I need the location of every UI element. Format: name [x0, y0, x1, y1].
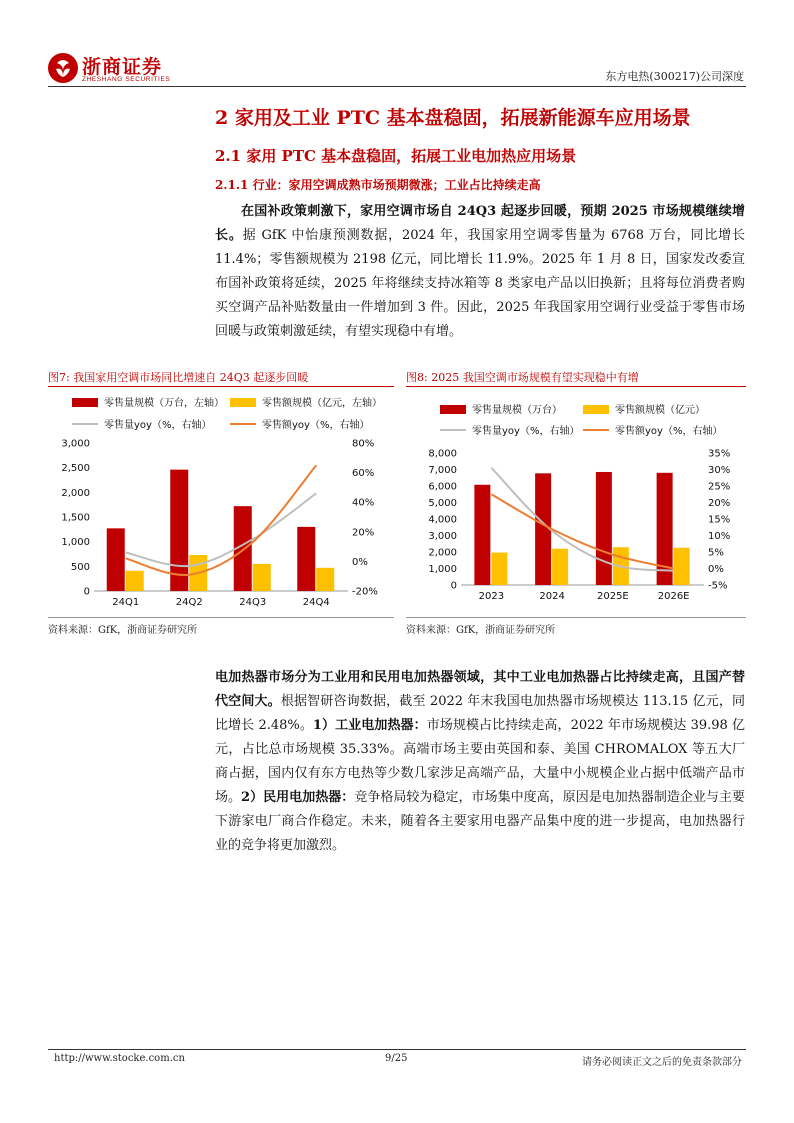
- legend-label-3: 零售额yoy（%，右轴）: [615, 426, 723, 437]
- y-left-tick-label: 0: [450, 580, 457, 592]
- legend-label-0: 零售量规模（万台，左轴）: [104, 398, 224, 409]
- y-right-tick-label: 15%: [708, 514, 731, 526]
- bar-24q4-s0: [297, 527, 315, 591]
- sub-subsection-heading: 2.1.1 行业：家用空调成熟市场预期微涨；工业占比持续走高: [215, 178, 541, 192]
- figure-7-chart: [48, 388, 394, 616]
- legend-label-1: 零售额规模（亿元，左轴）: [262, 398, 382, 409]
- figure-7-rule: [48, 386, 394, 387]
- legend-label-3: 零售额yoy（%，右轴）: [262, 420, 370, 431]
- paragraph-2-body-b: 市场规模占比持续走高，2022 年市场规模达 39.98 亿元，占比总市场规模 35.33%。高端市场主要由英国和泰、美国 CHROMALOX 等五大厂商占据，国内仅有东方电热等少数几家涉足高端产品，大量中小规模企业占据中低端产品市场。: [215, 718, 746, 805]
- y-right-tick-label: -20%: [352, 586, 378, 598]
- paragraph-1-lead: 在国补政策刺激下，家用空调市场自 24Q3 起逐步回暖，预期 2025 市场规模继续增长。: [215, 204, 745, 243]
- y-right-tick-label: -5%: [708, 580, 728, 592]
- y-left-tick-label: 1,500: [61, 512, 90, 524]
- section-heading: 2 家用及工业 PTC 基本盘稳固，拓展新能源车应用场景: [215, 107, 691, 129]
- figure-7-source: 资料来源：GfK，浙商证券研究所: [48, 625, 198, 636]
- x-tick-label-24q1: 24Q1: [112, 597, 140, 608]
- bar-2025e-s0: [596, 472, 612, 585]
- page-number: 9/25: [385, 1053, 408, 1064]
- legend-swatch-0: [72, 398, 98, 407]
- legend-label-0: 零售量规模（万台）: [472, 405, 562, 416]
- logo-icon: [48, 53, 78, 83]
- y-left-tick-label: 8,000: [428, 448, 457, 460]
- figure-7-title: 图7: 我国家用空调市场同比增速自 24Q3 起逐步回暖: [48, 371, 309, 384]
- y-left-tick-label: 2,500: [61, 463, 90, 475]
- figure-8-title: 图8: 2025 我国空调市场规模有望实现稳中有增: [406, 371, 639, 384]
- header-divider: [48, 86, 746, 87]
- y-right-tick-label: 25%: [708, 481, 731, 493]
- footer-url[interactable]: http://www.stocke.com.cn: [54, 1053, 185, 1064]
- series-line-2: [491, 468, 673, 571]
- subsection-heading: 2.1 家用 PTC 基本盘稳固，拓展工业电加热应用场景: [215, 147, 577, 165]
- logo-name: 浙商证券: [82, 56, 163, 78]
- paragraph-2-industrial-label: 1）工业电加热器：: [312, 718, 427, 733]
- bar-2024-s1: [552, 549, 568, 585]
- legend-label-2: 零售量yoy（%，右轴）: [104, 420, 212, 431]
- y-left-tick-label: 3,000: [428, 531, 457, 542]
- footer-disclaimer: 请务必阅读正文之后的免责条款部分: [582, 1057, 742, 1068]
- y-left-tick-label: 1,000: [428, 564, 457, 575]
- figure-8-bottom-rule: [406, 617, 746, 618]
- y-left-tick-label: 2,000: [428, 547, 457, 559]
- bar-24q1-s0: [107, 528, 125, 591]
- x-tick-label-24q3: 24Q3: [239, 597, 267, 608]
- bar-2023-s0: [474, 485, 490, 585]
- legend-label-2: 零售量yoy（%，右轴）: [472, 426, 580, 437]
- paragraph-1: [215, 200, 745, 344]
- y-right-tick-label: 5%: [708, 547, 724, 559]
- y-right-tick-label: 10%: [708, 531, 731, 542]
- x-tick-label-2026e: 2026E: [657, 591, 690, 602]
- y-right-tick-label: 0%: [352, 556, 368, 568]
- series-line-3: [491, 494, 673, 568]
- bar-24q3-s1: [253, 564, 271, 591]
- y-right-tick-label: 40%: [352, 497, 375, 509]
- y-left-tick-label: 1,000: [61, 537, 90, 549]
- paragraph-2: [215, 666, 745, 858]
- series-line-3: [126, 465, 317, 575]
- y-right-tick-label: 30%: [708, 465, 731, 476]
- paragraph-2-body-a: 根据智研咨询数据，截至 2022 年末我国电加热器市场规模达 113.15 亿元，同比增长 2.48%。: [215, 694, 745, 733]
- series-line-2: [126, 493, 317, 566]
- y-left-tick-label: 500: [70, 561, 90, 573]
- x-tick-label-24q4: 24Q4: [302, 597, 330, 608]
- figure-8-rule: [406, 386, 746, 387]
- logo-subtitle: ZHESHANG SECURITIES: [82, 76, 171, 83]
- legend-swatch-0: [440, 405, 466, 414]
- paragraph-2-body-c: 竞争格局较为稳定，市场集中度高，原因是电加热器制造企业与主要下游家电厂商合作稳定。未来，随着各主要家用电器产品集中度的进一步提高，电加热器行业的竞争将更加激烈。: [215, 790, 745, 853]
- y-left-tick-label: 6,000: [428, 481, 457, 493]
- footer-divider: [48, 1049, 746, 1050]
- bar-24q4-s1: [316, 568, 334, 591]
- y-left-tick-label: 5,000: [428, 498, 457, 509]
- y-right-tick-label: 60%: [352, 468, 375, 480]
- y-left-tick-label: 3,000: [61, 438, 90, 450]
- bar-2026e-s1: [674, 548, 690, 585]
- x-tick-label-24q2: 24Q2: [175, 597, 203, 608]
- figure-7-bottom-rule: [48, 617, 394, 618]
- figure-8-source: 资料来源：GfK，浙商证券研究所: [406, 625, 556, 636]
- legend-label-1: 零售额规模（亿元）: [615, 405, 705, 416]
- figure-8-chart: [406, 388, 746, 616]
- y-left-tick-label: 2,000: [61, 487, 90, 499]
- y-left-tick-label: 7,000: [428, 465, 457, 476]
- bar-24q1-s1: [126, 571, 144, 591]
- y-right-tick-label: 80%: [352, 438, 375, 450]
- bar-2023-s1: [491, 553, 507, 585]
- x-tick-label-2025e: 2025E: [596, 591, 629, 602]
- y-left-tick-label: 0: [83, 586, 90, 598]
- x-tick-label-2024: 2024: [539, 591, 565, 602]
- y-left-tick-label: 4,000: [428, 514, 457, 526]
- report-tag: 东方电热(300217)公司深度: [605, 70, 744, 83]
- y-right-tick-label: 20%: [708, 498, 731, 509]
- x-tick-label-2023: 2023: [478, 591, 505, 602]
- paragraph-2-civil-label: 2）民用电加热器：: [241, 790, 355, 805]
- paragraph-1-body: 据 GfK 中怡康预测数据，2024 年，我国家用空调零售量为 6768 万台，同比增长 11.4%；零售额规模为 2198 亿元，同比增长 11.9%。2025 年 1 月 8 日，国家发改委宣布国补政策将延续，2025 年将继续支持冰箱等 8 类家电产品以旧换新；且将每位消费者购买空调产品补贴数量由一件增加到 3 件。因此，2025 年我国家用空调行业受益于零售市场回暖与政策刺激延续，有望实现稳中有增。: [215, 228, 745, 339]
- bar-24q2-s0: [170, 470, 188, 591]
- y-right-tick-label: 0%: [708, 564, 724, 575]
- y-right-tick-label: 35%: [708, 448, 731, 460]
- paragraph-2-lead: 电加热器市场分为工业用和民用电加热器领域，其中工业电加热器占比持续走高，且国产替代空间大。: [215, 670, 745, 709]
- y-right-tick-label: 20%: [352, 527, 375, 539]
- legend-swatch-1: [583, 405, 609, 414]
- legend-swatch-1: [230, 398, 256, 407]
